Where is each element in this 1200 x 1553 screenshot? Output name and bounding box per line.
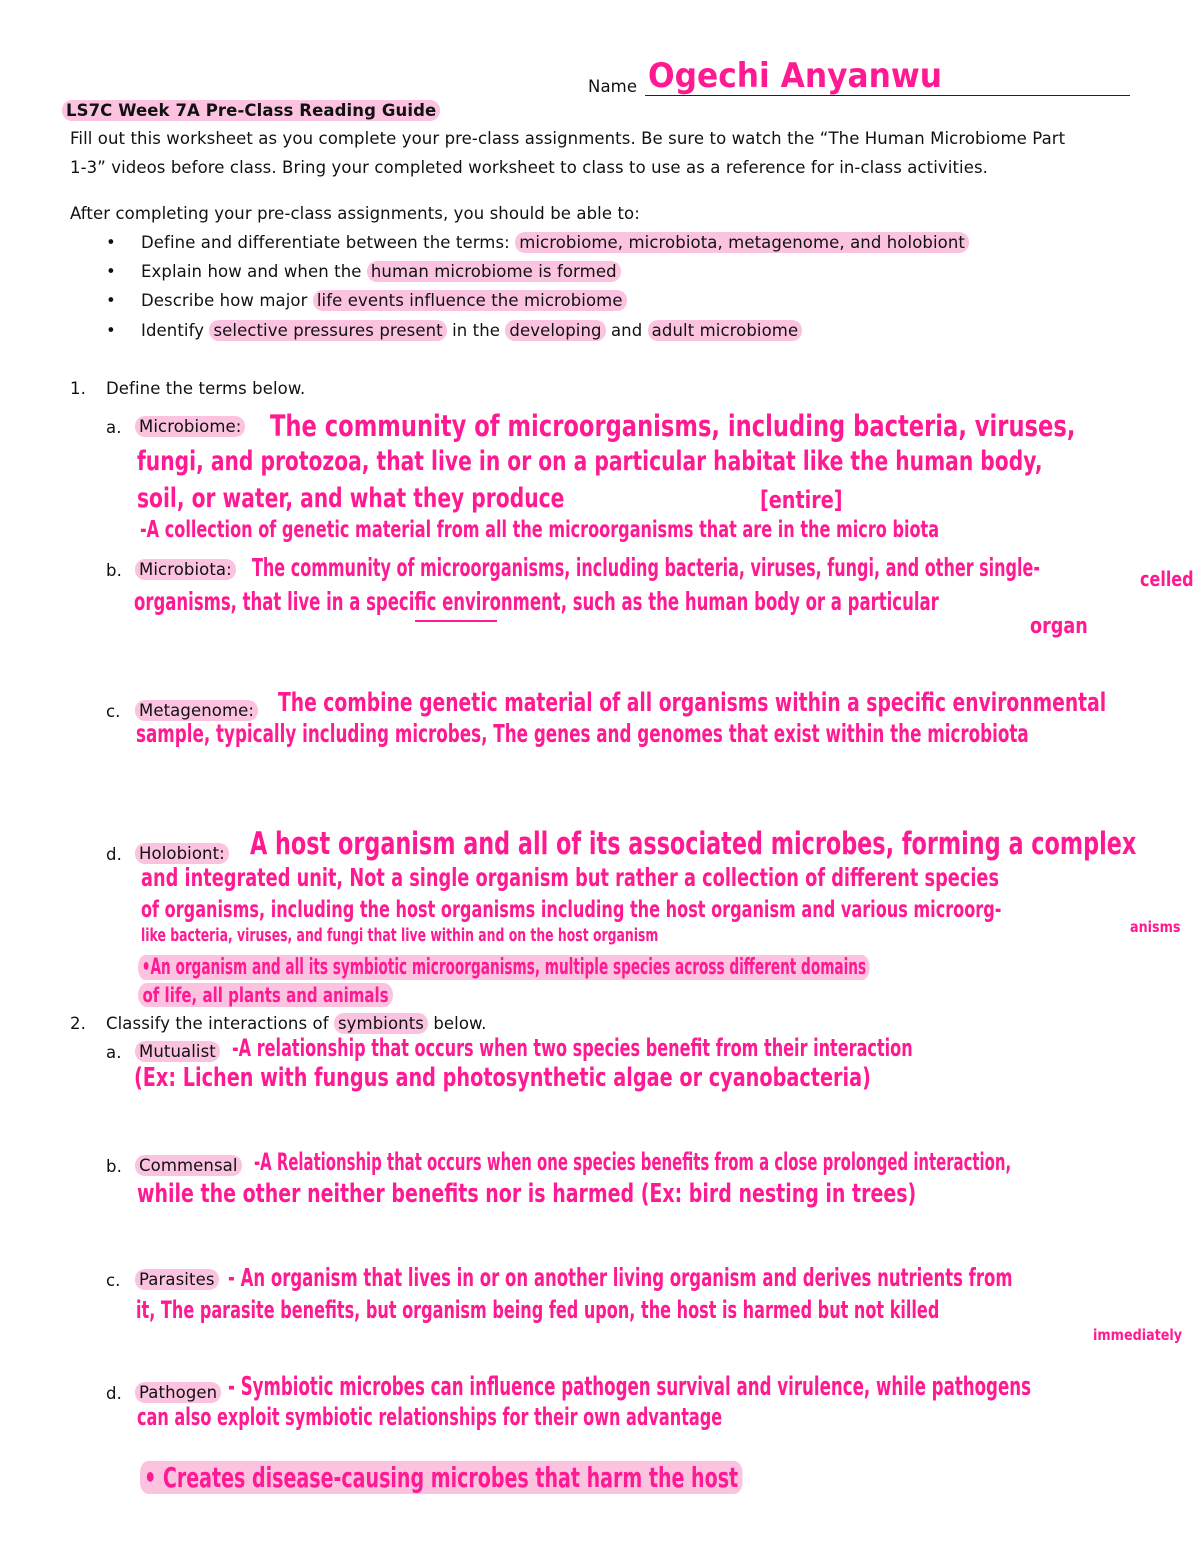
term-letter: d.	[106, 845, 122, 864]
term-letter: b.	[106, 561, 122, 580]
intro-line-1: Fill out this worksheet as you complete your pre-class assignments. Be sure to watch the “The Human Microbiome Part	[70, 129, 1066, 148]
objective-highlight: adult microbiome	[648, 320, 803, 341]
commensal-answer[interactable]: while the other neither benefits nor is harmed (Ex: bird nesting in trees)	[137, 1179, 917, 1209]
term-letter: c.	[106, 1271, 121, 1290]
objective-item	[141, 233, 969, 252]
microbiome-answer[interactable]: fungi, and protozoa, that live in or on a particular habitat like the human body,	[137, 446, 1043, 477]
intro-line-2: 1-3” videos before class. Bring your completed worksheet to class to use as a reference for in-class activities.	[70, 158, 989, 177]
objective-bullet: •	[106, 233, 116, 252]
holobiont-answer[interactable]: and integrated unit, Not a single organism but rather a collection of different species	[141, 863, 1000, 892]
mutualist-answer[interactable]: -A relationship that occurs when two species benefit from their interaction	[232, 1034, 913, 1062]
term-letter: d.	[106, 1384, 122, 1403]
microbiota-answer[interactable]: organisms, that live in a specific environment, such as the human body or a particular	[134, 587, 939, 616]
microbiota-answer[interactable]: organ	[1030, 614, 1088, 639]
objective-text: Identify	[141, 321, 210, 340]
holobiont-answer[interactable]: anisms	[1130, 918, 1181, 936]
question-prompt	[106, 1014, 486, 1033]
objective-item	[141, 262, 621, 281]
microbiome-answer[interactable]: soil, or water, and what they produce	[137, 483, 565, 514]
page-title: LS7C Week 7A Pre-Class Reading Guide	[62, 100, 440, 121]
name-label: Name	[588, 77, 638, 96]
pathogen-answer[interactable]: can also exploit symbiotic relationships for their own advantage	[137, 1403, 723, 1431]
objective-item	[141, 321, 802, 340]
objective-bullet: •	[106, 291, 116, 310]
term-letter: a.	[106, 418, 122, 437]
parasites-answer[interactable]: immediately	[1093, 1326, 1183, 1344]
holobiont-answer[interactable]: A host organism and all of its associated microbes, forming a complex	[250, 826, 1137, 862]
specific-underline	[415, 620, 497, 622]
objective-highlight: human microbiome is formed	[367, 261, 621, 282]
term-label-metagenome: Metagenome:	[135, 700, 258, 721]
objective-highlight: developing	[505, 320, 605, 341]
term-label-pathogen: Pathogen	[135, 1382, 221, 1403]
holobiont-answer[interactable]: like bacteria, viruses, and fungi that live within and on the host organism	[141, 925, 659, 946]
microbiota-answer[interactable]: The community of microorganisms, including bacteria, viruses, fungi, and other single-	[252, 553, 1040, 582]
microbiota-answer[interactable]: celled	[1140, 567, 1194, 591]
student-name[interactable]: Ogechi Anyanwu	[648, 56, 943, 96]
parasites-answer[interactable]: - An organism that lives in or on another living organism and derives nutrients from	[228, 1263, 1013, 1292]
microbiome-answer-note[interactable]: [entire]	[760, 486, 843, 514]
prompt-text: below.	[428, 1014, 487, 1033]
question-prompt: Define the terms below.	[106, 379, 306, 398]
term-label-mutualist: Mutualist	[135, 1041, 220, 1062]
objective-bullet: •	[106, 321, 116, 340]
term-label-parasites: Parasites	[135, 1269, 219, 1290]
objective-text: in the	[446, 321, 506, 340]
prompt-highlight: symbionts	[334, 1013, 428, 1034]
holobiont-answer-highlighted[interactable]: of life, all plants and animals	[138, 983, 393, 1007]
question-number: 1.	[70, 379, 86, 398]
commensal-answer[interactable]: -A Relationship that occurs when one species benefits from a close prolonged interaction,	[254, 1148, 1012, 1176]
objective-bullet: •	[106, 262, 116, 281]
objective-text: Describe how major	[141, 291, 313, 310]
term-label-holobiont: Holobiont:	[135, 843, 229, 864]
objective-item	[141, 291, 627, 310]
metagenome-answer[interactable]: sample, typically including microbes, The genes and genomes that exist within the microbiota	[136, 719, 1029, 748]
prompt-text: Classify the interactions of	[106, 1014, 334, 1033]
objective-text: Explain how and when the	[141, 262, 367, 281]
objective-highlight: selective pressures present	[209, 320, 446, 341]
mutualist-answer[interactable]: (Ex: Lichen with fungus and photosynthetic algae or cyanobacteria)	[134, 1063, 871, 1093]
term-label-microbiome: Microbiome:	[135, 416, 245, 437]
term-letter: b.	[106, 1157, 122, 1176]
metagenome-answer[interactable]: The combine genetic material of all organisms within a specific environmental	[278, 688, 1107, 718]
parasites-answer[interactable]: it, The parasite benefits, but organism being fed upon, the host is harmed but not killed	[136, 1296, 940, 1324]
microbiome-answer[interactable]: -A collection of genetic material from all the microorganisms that are in the micro biota	[140, 517, 940, 543]
question-number: 2.	[70, 1014, 86, 1033]
objective-text: Define and differentiate between the terms:	[141, 233, 516, 252]
objective-highlight: life events influence the microbiome	[313, 290, 627, 311]
holobiont-answer-highlighted[interactable]: •An organism and all its symbiotic microorganisms, multiple species across different domains	[138, 955, 870, 980]
pathogen-answer[interactable]: - Symbiotic microbes can influence pathogen survival and virulence, while pathogens	[228, 1372, 1032, 1402]
objective-highlight: microbiome, microbiota, metagenome, and holobiont	[515, 232, 969, 253]
term-letter: a.	[106, 1043, 122, 1062]
term-label-commensal: Commensal	[135, 1155, 242, 1176]
objectives-lead: After completing your pre-class assignments, you should be able to:	[70, 204, 640, 223]
objective-text: and	[605, 321, 648, 340]
term-letter: c.	[106, 702, 121, 721]
microbiome-answer[interactable]: The community of microorganisms, including bacteria, viruses,	[270, 409, 1076, 443]
pathogen-answer-highlighted[interactable]: • Creates disease-causing microbes that harm the host	[140, 1461, 742, 1494]
term-label-microbiota: Microbiota:	[135, 559, 236, 580]
holobiont-answer[interactable]: of organisms, including the host organisms including the host organism and various microorg-	[141, 897, 1002, 923]
